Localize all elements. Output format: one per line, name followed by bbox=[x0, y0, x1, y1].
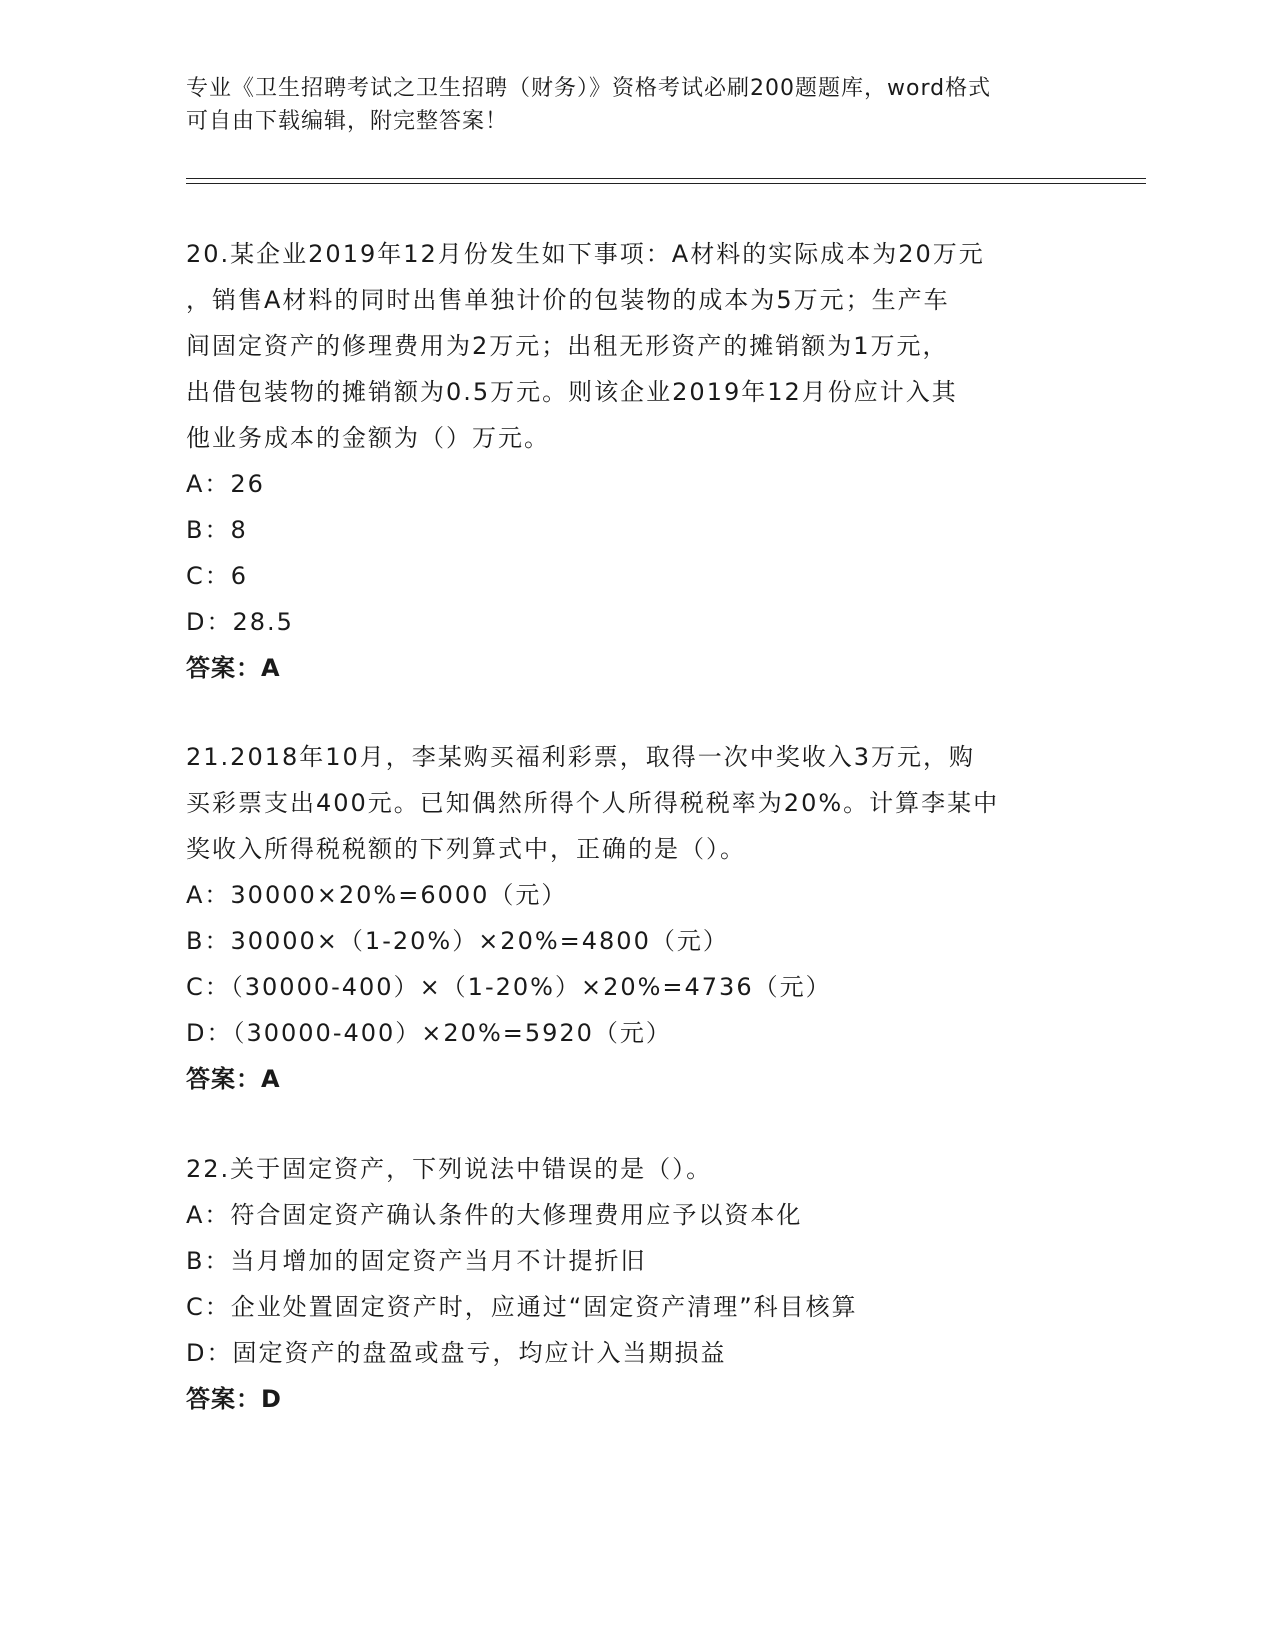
option-a: A：符合固定资产确认条件的大修理费用应予以资本化 bbox=[186, 1201, 803, 1229]
question-20 bbox=[186, 231, 1086, 691]
question-text: 间固定资产的修理费用为2万元；出租无形资产的摊销额为1万元， bbox=[186, 332, 949, 360]
answer: 答案：A bbox=[186, 1065, 281, 1093]
question-text: 21.2018年10月，李某购买福利彩票，取得一次中奖收入3万元，购 bbox=[186, 743, 976, 771]
option-c: C：（30000-400）×（1-20%）×20%=4736（元） bbox=[186, 973, 832, 1001]
option-a: A：26 bbox=[186, 470, 265, 498]
option-c: C：6 bbox=[186, 562, 249, 590]
document-header bbox=[186, 72, 1086, 138]
header-divider bbox=[186, 183, 1146, 184]
header-line: 可自由下载编辑，附完整答案！ bbox=[186, 109, 509, 134]
header-divider bbox=[186, 178, 1146, 179]
header-line: 专业《卫生招聘考试之卫生招聘（财务）》资格考试必刷200题题库，word格式 bbox=[186, 76, 992, 101]
option-b: B：当月增加的固定资产当月不计提折旧 bbox=[186, 1247, 647, 1275]
question-text: 买彩票支出400元。已知偶然所得个人所得税税率为20%。计算李某中 bbox=[186, 789, 1000, 817]
question-text: ，销售A材料的同时出售单独计价的包装物的成本为5万元；生产车 bbox=[186, 286, 950, 314]
answer: 答案：D bbox=[186, 1385, 282, 1413]
question-text: 他业务成本的金额为（）万元。 bbox=[186, 424, 550, 452]
option-b: B：8 bbox=[186, 516, 248, 544]
option-c: C：企业处置固定资产时，应通过“固定资产清理”科目核算 bbox=[186, 1293, 858, 1321]
option-b: B：30000×（1-20%）×20%=4800（元） bbox=[186, 927, 729, 955]
option-d: D：固定资产的盘盈或盘亏，均应计入当期损益 bbox=[186, 1339, 727, 1367]
question-text: 出借包装物的摊销额为0.5万元。则该企业2019年12月份应计入其 bbox=[186, 378, 958, 406]
question-text: 22.关于固定资产，下列说法中错误的是（）。 bbox=[186, 1155, 713, 1183]
question-text: 奖收入所得税税额的下列算式中，正确的是（）。 bbox=[186, 835, 746, 863]
option-a: A：30000×20%=6000（元） bbox=[186, 881, 568, 909]
option-d: D：（30000-400）×20%=5920（元） bbox=[186, 1019, 672, 1047]
question-21 bbox=[186, 734, 1086, 1102]
question-22 bbox=[186, 1146, 1086, 1422]
option-d: D：28.5 bbox=[186, 608, 294, 636]
answer: 答案：A bbox=[186, 654, 281, 682]
question-text: 20.某企业2019年12月份发生如下事项：A材料的实际成本为20万元 bbox=[186, 240, 985, 268]
